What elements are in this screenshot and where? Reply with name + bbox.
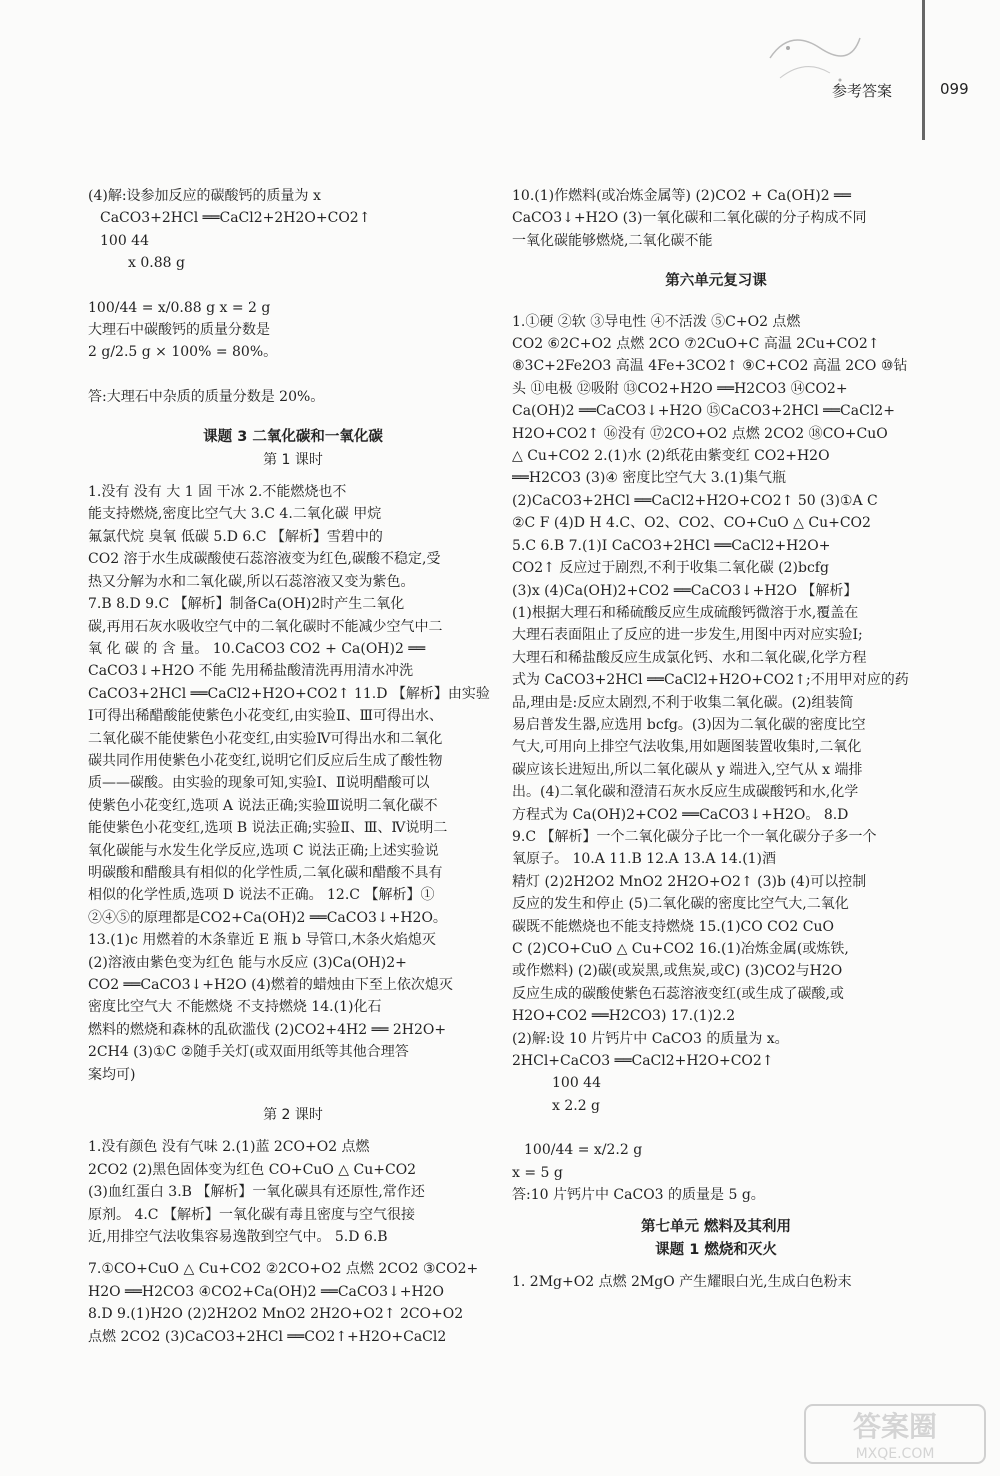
text-line: 气大,可用向上排空气法收集,用如题图装置收集时,二氧化 — [512, 739, 862, 756]
spacer — [512, 252, 920, 270]
text-line: 点燃 2CO2 (3)CaCO3+2HCl ══CO2↑+H2O+CaCl2 — [88, 1328, 447, 1345]
text-line: 1.没有 没有 大 1 固 干冰 2.不能燃烧也不 — [88, 484, 347, 501]
spacer — [88, 1248, 498, 1258]
text-line: 2 g/2.5 g × 100% = 80%。 — [88, 344, 278, 361]
text-line: 氧 化 碳 的 含 量。 10.CaCO3 CO2 + Ca(OH)2 ══ — [88, 640, 426, 657]
text-line: 大理石和稀盐酸反应生成氯化钙、水和二氧化碳,化学方程 — [512, 649, 867, 666]
section-subheading: 第 2 课时 — [263, 1107, 323, 1124]
text-line: 品,理由是:反应太剧烈,不利于收集二氧化碳。(2)组装简 — [512, 694, 854, 711]
text-line: x 0.88 g — [128, 255, 185, 272]
spacer — [512, 1261, 920, 1271]
text-line: x = 5 g — [512, 1164, 563, 1181]
text-line: 质——碳酸。由实验的现象可知,实验Ⅰ、Ⅱ说明醋酸可以 — [88, 775, 430, 792]
text-line: 7.B 8.D 9.C 【解析】制备Ca(OH)2时产生二氧化 — [88, 596, 405, 613]
text-line: 碳共同作用使紫色小花变红,说明它们反应后生成了酸性物 — [88, 752, 443, 769]
text-line: 易启普发生器,应选用 bcfg。(3)因为二氧化碳的密度比空 — [512, 716, 866, 733]
watermark-logo — [800, 1400, 990, 1470]
text-line: 案均可) — [88, 1066, 136, 1083]
text-line: CO2 ⑥2C+O2 点燃 2CO ⑦2CuO+C 高温 2Cu+CO2↑ — [512, 336, 880, 353]
text-line: CaCO3+2HCl ══CaCl2+H2O+CO2↑ 11.D 【解析】由实验 — [88, 685, 490, 702]
text-line: 9.C 【解析】一个二氧化碳分子比一个一氧化碳分子多一个 — [512, 828, 877, 845]
text-line: 二氧化碳不能使紫色小花变红,由实验Ⅳ可得出水和二氧化 — [88, 730, 443, 747]
text-line: 碳既不能燃烧也不能支持燃烧 15.(1)CO CO2 CuO — [512, 918, 834, 935]
text-line: 1. 2Mg+O2 点燃 2MgO 产生耀眼白光,生成白色粉末 — [512, 1274, 852, 1291]
text-line: 式为 CaCO3+2HCl ══CaCl2+H2O+CO2↑;不用甲对应的药 — [512, 672, 909, 689]
text-line: (4)解:设参加反应的碳酸钙的质量为 x — [88, 188, 321, 204]
text-line: ②④⑤的原理都是CO2+Ca(OH)2 ══CaCO3↓+H2O。 — [88, 909, 447, 926]
page-number: 099 — [940, 80, 969, 98]
text-line — [88, 275, 498, 297]
watermark-text: 答案圈 — [852, 1410, 938, 1443]
spacer — [88, 471, 498, 481]
text-line: 答:大理石中杂质的质量分数是 20%。 — [88, 388, 325, 405]
text-line: 1.没有颜色 没有气味 2.(1)蓝 2CO+O2 点燃 — [88, 1139, 370, 1156]
text-line — [512, 1117, 920, 1139]
text-line: 10.(1)作燃料(或冶炼金属等) (2)CO2 + Ca(OH)2 ══ — [512, 188, 851, 204]
text-line: CaCO3↓+H2O (3)一氧化碳和二氧化碳的分子构成不同 — [512, 210, 867, 227]
text-line: 能使紫色小花变红,选项 B 说法正确;实验Ⅱ、Ⅲ、Ⅳ说明二 — [88, 820, 448, 837]
text-line: (3)血红蛋白 3.B 【解析】一氧化碳具有还原性,常作还 — [88, 1184, 425, 1201]
text-line — [88, 364, 498, 386]
watermark-sub: MXQE.COM — [855, 1446, 935, 1462]
text-line: △ Cu+CO2 2.(1)水 (2)纸花由紫变红 CO2+H2O — [512, 448, 830, 465]
text-line: 8.D 9.(1)H2O (2)2H2O2 MnO2 2H2O+O2↑ 2CO+O2 — [88, 1306, 464, 1323]
text-line: 相似的化学性质,选项 D 说法不正确。 12.C 【解析】① — [88, 887, 435, 904]
text-line: (2)解:设 10 片钙片中 CaCO3 的质量为 x。 — [512, 1030, 789, 1047]
text-line: 头 ⑪电极 ⑫吸附 ⑬CO2+H2O ══H2CO3 ⑭CO2+ — [512, 380, 848, 397]
text-line: 反应生成的碳酸使紫色石蕊溶液变红(或生成了碳酸,或 — [512, 985, 844, 1002]
text-line: 5.C 6.B 7.(1)Ⅰ CaCO3+2HCl ══CaCl2+H2O+ — [512, 537, 831, 554]
text-line: H2O+CO2 ══H2CO3) 17.(1)2.2 — [512, 1008, 736, 1025]
text-line: CaCO3↓+H2O 不能 先用稀盐酸清洗再用清水冲洗 — [88, 663, 414, 680]
text-line: 方程式为 Ca(OH)2+CO2 ══CaCO3↓+H2O。 8.D — [512, 806, 849, 823]
text-line: (3)x (4)Ca(OH)2+CO2 ══CaCO3↓+H2O 【解析】 — [512, 582, 858, 599]
text-line: (2)溶液由紫色变为红色 能与水反应 (3)Ca(OH)2+ — [88, 954, 407, 971]
spacer — [512, 1206, 920, 1216]
text-line: ══H2CO3 (3)④ 密度比空气大 3.(1)集气瓶 — [512, 470, 786, 487]
text-line: 碳应该长进短出,所以二氧化碳从 y 端进入,空气从 x 端排 — [512, 761, 863, 778]
text-line: CO2 溶于水生成碳酸使石蕊溶液变为红色,碳酸不稳定,受 — [88, 551, 441, 568]
text-line: 答:10 片钙片中 CaCO3 的质量是 5 g。 — [512, 1187, 765, 1204]
text-line: 能支持燃烧,密度比空气大 3.C 4.二氧化碳 甲烷 — [88, 506, 382, 523]
text-line: 一氧化碳能够燃烧,二氧化碳不能 — [512, 232, 713, 249]
text-line: CO2 ══CaCO3↓+H2O (4)燃着的蜡烛由下至上依次熄灭 — [88, 977, 453, 993]
text-line: (1)根据大理石和稀硫酸反应生成硫酸钙微溶于水,覆盖在 — [512, 604, 859, 621]
text-line: 精灯 (2)2H2O2 MnO2 2H2O+O2↑ (3)b (4)可以控制 — [512, 873, 867, 890]
text-line: 7.①CO+CuO △ Cu+CO2 ②2CO+O2 点燃 2CO2 ③CO2+ — [88, 1261, 479, 1278]
text-line: 大理石中碳酸钙的质量分数是 — [88, 322, 270, 339]
text-line: 燃料的燃烧和森林的乱砍滥伐 (2)CO2+4H2 ══ 2H2O+ — [88, 1021, 447, 1038]
text-line: 原剂。 4.C 【解析】一氧化碳有毒且密度与空气很接 — [88, 1206, 415, 1223]
spacer — [88, 408, 498, 426]
text-line: 碳,再用石灰水吸收空气中的二氧化碳时不能减少空气中二 — [88, 618, 443, 635]
text-line: Ca(OH)2 ══CaCO3↓+H2O ⑮CaCO3+2HCl ══CaCl2+ — [512, 403, 895, 420]
text-line: 氟氯代烷 臭氧 低碳 5.D 6.C 【解析】雪碧中的 — [88, 528, 383, 545]
text-line: CO2↑ 反应过于剧烈,不利于收集二氧化碳 (2)bcfg — [512, 560, 829, 577]
right-column — [512, 185, 920, 1294]
text-line: 使紫色小花变红,选项 A 说法正确;实验Ⅲ说明二氧化碳不 — [88, 797, 438, 814]
spacer — [88, 1086, 498, 1104]
text-line: 100/44 = x/2.2 g — [524, 1142, 643, 1159]
text-line: H2O+CO2↑ ⑯没有 ⑰2CO+O2 点燃 2CO2 ⑱CO+CuO — [512, 425, 888, 442]
spacer — [88, 1126, 498, 1136]
text-line: 1.①硬 ②软 ③导电性 ④不活泼 ⑤C+O2 点燃 — [512, 313, 801, 330]
left-column — [88, 185, 498, 1348]
header-title: 参考答案 — [832, 82, 893, 100]
text-line: ②C F (4)D H 4.C、O2、CO2、CO+CuO △ Cu+CO2 — [512, 515, 871, 532]
text-line: 氧化碳能与水发生化学反应,选项 C 说法正确;上述实验说 — [88, 842, 439, 859]
text-line: 2HCl+CaCO3 ══CaCl2+H2O+CO2↑ — [512, 1053, 774, 1070]
text-line: 100 44 — [100, 232, 149, 249]
text-line: 100 44 — [552, 1075, 601, 1092]
text-line: 热又分解为水和二氧化碳,所以石蕊溶液又变为紫色。 — [88, 573, 415, 590]
text-line: (2)CaCO3+2HCl ══CaCl2+H2O+CO2↑ 50 (3)①A C — [512, 492, 878, 509]
section-subheading: 第 1 课时 — [263, 451, 323, 468]
text-line: 2CO2 (2)黑色固体变为红色 CO+CuO △ Cu+CO2 — [88, 1161, 417, 1178]
text-line: 近,用排空气法收集容易逸散到空气中。 5.D 6.B — [88, 1229, 388, 1246]
section-heading: 第六单元复习课 — [665, 273, 767, 290]
text-line: 氧原子。 10.A 11.B 12.A 13.A 14.(1)酒 — [512, 851, 777, 868]
text-line: 反应的发生和停止 (5)二氧化碳的密度比空气大,二氧化 — [512, 896, 849, 913]
header-divider — [922, 0, 925, 140]
text-line: 100/44 = x/0.88 g x = 2 g — [88, 299, 271, 316]
text-line: H2O ══H2CO3 ④CO2+Ca(OH)2 ══CaCO3↓+H2O — [88, 1283, 445, 1300]
text-line: 出。(4)二氧化碳和澄清石灰水反应生成碳酸钙和水,化学 — [512, 784, 859, 801]
text-line: 明碳酸和醋酸具有相似的化学性质,二氧化碳和醋酸不具有 — [88, 864, 443, 881]
text-line: 13.(1)c 用燃着的木条靠近 E 瓶 b 导管口,木条火焰熄灭 — [88, 932, 436, 949]
text-line: 2CH4 (3)①C ②随手关灯(或双面用纸等其他合理答 — [88, 1044, 409, 1061]
text-line: 或作燃料) (2)碳(或炭黑,或焦炭,或C) (3)CO2与H2O — [512, 963, 843, 980]
text-line: ⑧3C+2Fe2O3 高温 4Fe+3CO2↑ ⑨C+CO2 高温 2CO ⑩钻 — [512, 358, 908, 375]
text-line: x 2.2 g — [552, 1097, 601, 1114]
section-heading: 课题 1 燃烧和灭火 — [655, 1241, 777, 1258]
section-heading: 课题 3 二氧化碳和一氧化碳 — [203, 429, 383, 446]
text-line: 密度比空气大 不能燃烧 不支持燃烧 14.(1)化石 — [88, 999, 382, 1016]
section-heading: 第七单元 燃料及其利用 — [640, 1219, 792, 1236]
text-line: Ⅰ可得出稀醋酸能使紫色小花变红,由实验Ⅱ、Ⅲ可得出水、 — [88, 708, 443, 725]
spacer — [512, 293, 920, 311]
text-line: 大理石表面阻止了反应的进一步发生,用图中丙对应实验Ⅰ; — [512, 627, 863, 644]
text-line: CaCO3+2HCl ══CaCl2+2H2O+CO2↑ — [100, 210, 371, 227]
text-line: C (2)CO+CuO △ Cu+CO2 16.(1)冶炼金属(或炼铁, — [512, 941, 849, 957]
